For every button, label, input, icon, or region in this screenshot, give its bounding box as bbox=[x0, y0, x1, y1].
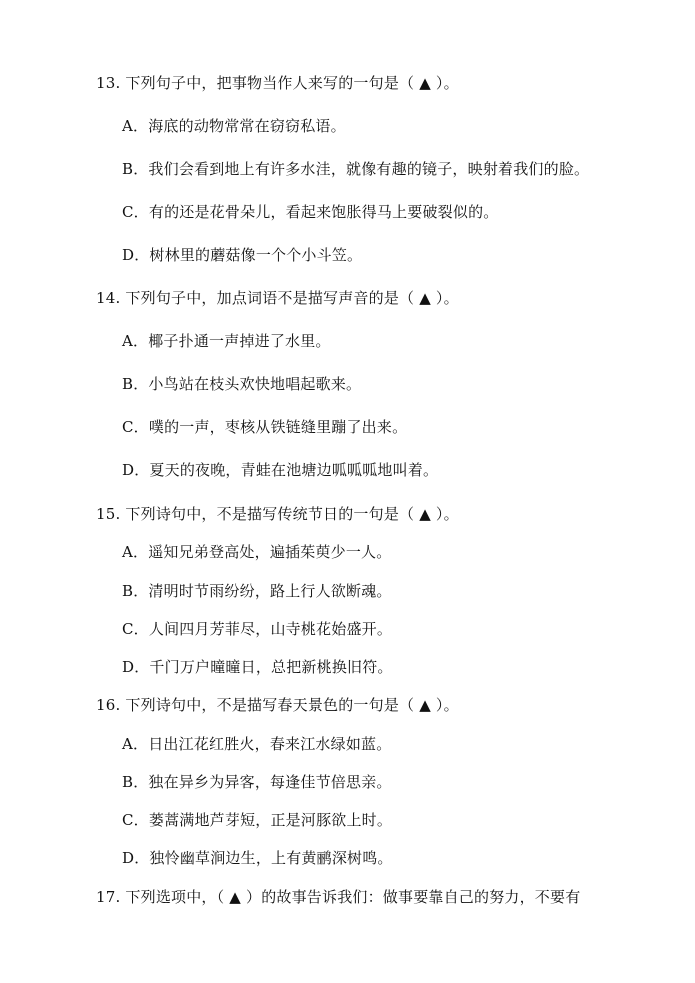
question-17-stem: 17. 下列选项中，（ ▲ ）的故事告诉我们：做事要靠自己的努力，不要有 bbox=[96, 888, 581, 906]
question-13-option-c: C．有的还是花骨朵儿，看起来饱胀得马上要破裂似的。 bbox=[122, 203, 499, 221]
question-15-option-c: C．人间四月芳菲尽，山寺桃花始盛开。 bbox=[122, 620, 393, 638]
question-16-stem: 16. 下列诗句中，不是描写春天景色的一句是（ ▲ ）。 bbox=[96, 696, 459, 714]
question-16-option-c: C．蒌蒿满地芦芽短，正是河豚欲上时。 bbox=[122, 811, 393, 829]
question-16-option-a: A．日出江花红胜火，春来江水绿如蓝。 bbox=[122, 735, 392, 753]
question-15-option-b: B．清明时节雨纷纷，路上行人欲断魂。 bbox=[122, 582, 392, 600]
question-16-option-b: B．独在异乡为异客，每逢佳节倍思亲。 bbox=[122, 773, 392, 791]
question-14-option-a: A．椰子扑通一声掉进了水里。 bbox=[122, 332, 331, 350]
question-14-option-b: B．小鸟站在枝头欢快地唱起歌来。 bbox=[122, 375, 362, 393]
question-16-option-d: D．独怜幽草涧边生，上有黄鹂深树鸣。 bbox=[122, 849, 393, 867]
question-15-option-a: A．遥知兄弟登高处，遍插茱萸少一人。 bbox=[122, 543, 392, 561]
question-15-stem: 15. 下列诗句中，不是描写传统节日的一句是（ ▲ ）。 bbox=[96, 505, 459, 523]
question-14-option-c: C．噗的一声，枣核从铁链缝里蹦了出来。 bbox=[122, 418, 408, 436]
question-13-option-b: B．我们会看到地上有许多水洼，就像有趣的镜子，映射着我们的脸。 bbox=[122, 160, 590, 178]
question-13-option-a: A．海底的动物常常在窃窃私语。 bbox=[122, 117, 346, 135]
question-14-option-d: D．夏天的夜晚，青蛙在池塘边呱呱呱地叫着。 bbox=[122, 461, 439, 479]
question-14-stem: 14. 下列句子中，加点词语不是描写声音的是（ ▲ ）。 bbox=[96, 289, 459, 307]
question-13-stem: 13. 下列句子中，把事物当作人来写的一句是（ ▲ ）。 bbox=[96, 74, 459, 92]
question-15-option-d: D．千门万户曈曈日，总把新桃换旧符。 bbox=[122, 658, 393, 676]
question-13-option-d: D．树林里的蘑菇像一个个小斗笠。 bbox=[122, 246, 363, 264]
